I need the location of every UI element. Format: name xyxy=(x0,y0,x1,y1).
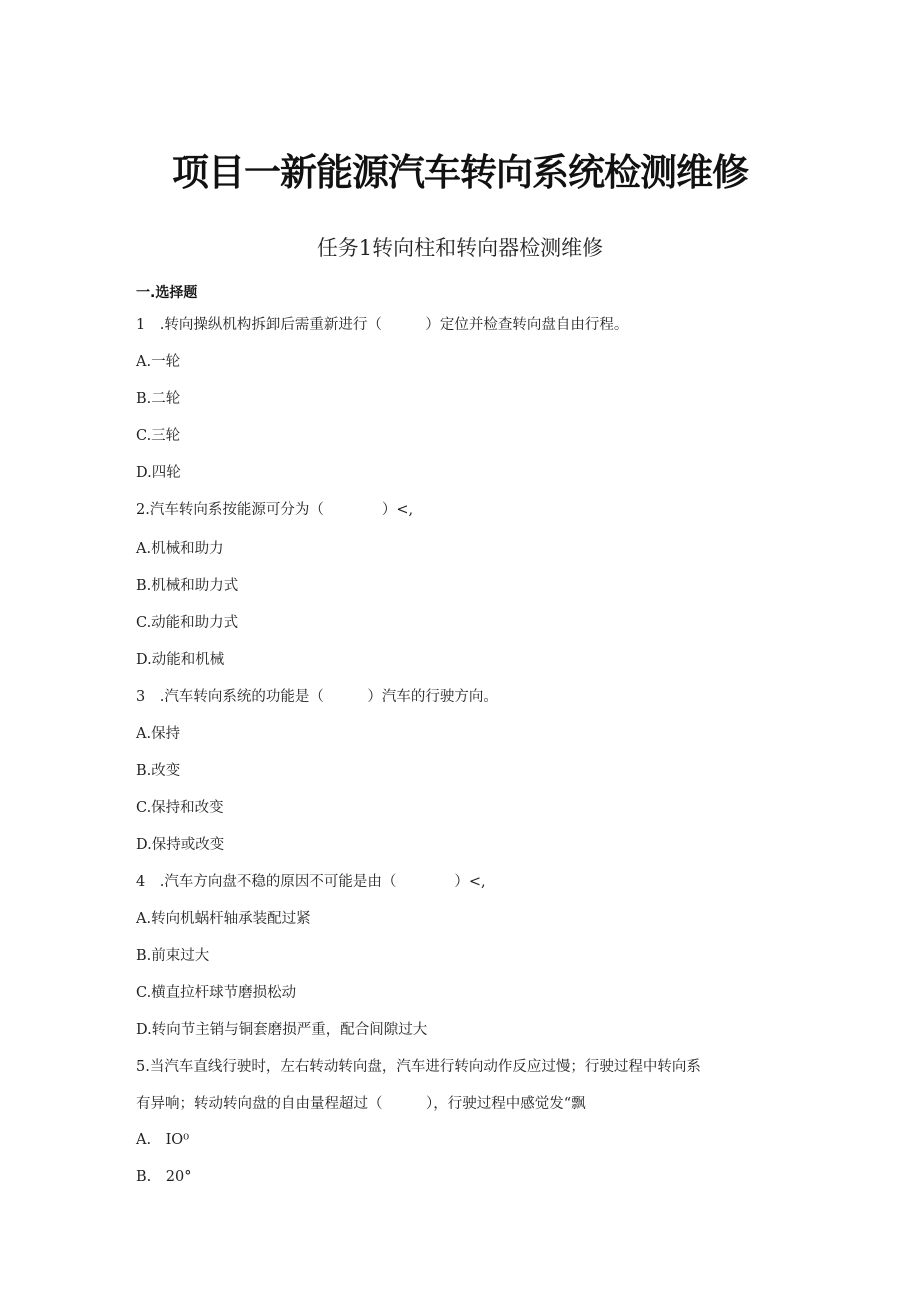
question-1-option-d: D.四轮 xyxy=(136,465,181,481)
question-3-option-d: D.保持或改变 xyxy=(136,837,225,853)
question-3-option-b: B.改变 xyxy=(136,763,181,779)
question-1-option-b: B.二轮 xyxy=(136,391,181,407)
question-1-option-c: C.三轮 xyxy=(136,428,181,444)
question-4-stem: 4 .汽车方向盘不稳的原因不可能是由（ ）<, xyxy=(136,874,486,890)
question-2-option-d: D.动能和机械 xyxy=(136,652,225,668)
question-5-stem-line-1: 5.当汽车直线行驶时，左右转动转向盘，汽车进行转向动作反应过慢；行驶过程中转向系 xyxy=(136,1059,701,1075)
question-5-stem-line-2: 有异响；转动转向盘的自由量程超过（ ），行驶过程中感觉发“飘 xyxy=(136,1096,586,1112)
task-subtitle: 任务1转向柱和转向器检测维修 xyxy=(316,236,604,260)
question-3-stem: 3 .汽车转向系统的功能是（ ）汽车的行驶方向。 xyxy=(136,689,498,705)
question-2-option-b: B.机械和助力式 xyxy=(136,578,239,594)
question-3-option-a: A.保持 xyxy=(136,726,181,742)
question-2-option-a: A.机械和助力 xyxy=(136,541,224,557)
question-4-option-c: C.横直拉杆球节磨损松动 xyxy=(136,985,297,1001)
question-2-stem: 2.汽车转向系按能源可分为（ ）<, xyxy=(136,502,414,518)
question-5-option-a: A. IO⁰ xyxy=(136,1132,190,1148)
question-4-option-a: A.转向机蜗杆轴承装配过紧 xyxy=(136,911,311,927)
question-1-stem: 1 .转向操纵机构拆卸后需重新进行（ ）定位并检查转向盘自由行程。 xyxy=(136,317,629,333)
question-2-option-c: C.动能和助力式 xyxy=(136,615,239,631)
question-4-option-b: B.前束过大 xyxy=(136,948,210,964)
page-title: 项目一新能源汽车转向系统检测维修 xyxy=(172,151,748,194)
question-3-option-c: C.保持和改变 xyxy=(136,800,224,816)
section-heading: 一.选择题 xyxy=(136,285,198,301)
question-4-option-d: D.转向节主销与铜套磨损严重，配合间隙过大 xyxy=(136,1022,428,1038)
question-1-option-a: A.一轮 xyxy=(136,354,181,370)
question-5-option-b: B. 20° xyxy=(136,1169,192,1185)
